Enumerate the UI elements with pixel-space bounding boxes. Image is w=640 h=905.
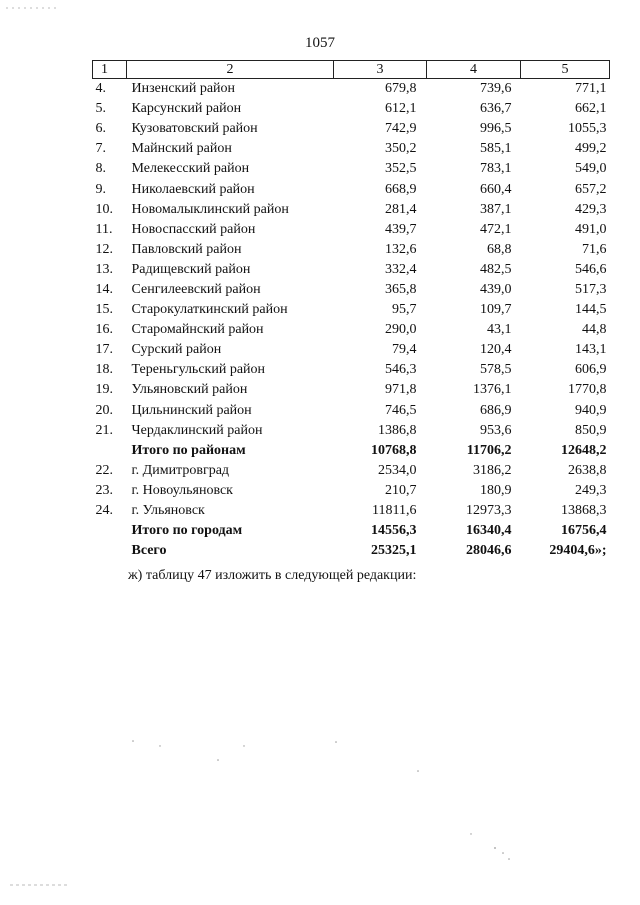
value-col-4: 482,5 xyxy=(480,261,512,277)
row-number: 16. xyxy=(95,322,113,338)
district-name: Ульяновский район xyxy=(131,382,248,398)
district-name: Чердаклинский район xyxy=(131,422,263,438)
value-col-5: 12648,2 xyxy=(561,442,607,458)
district-name: г. Ульяновск xyxy=(131,503,205,519)
value-col-5: 940,9 xyxy=(575,402,607,418)
row-number xyxy=(93,541,127,561)
district-name: г. Димитровград xyxy=(131,462,230,478)
table-row xyxy=(93,360,610,380)
district-name: Павловский район xyxy=(131,241,242,257)
row-number: 19. xyxy=(95,382,113,398)
value-col-3: 668,9 xyxy=(385,181,417,197)
table-row xyxy=(93,220,610,240)
table-row xyxy=(93,79,610,100)
district-name: Радищевский район xyxy=(131,261,251,277)
district-name: Старокулаткинский район xyxy=(131,302,288,318)
row-number: 14. xyxy=(95,281,113,297)
row-number: 4. xyxy=(95,81,106,97)
value-col-5: 44,8 xyxy=(582,322,607,338)
value-col-5: 499,2 xyxy=(575,141,607,157)
table-row xyxy=(93,139,610,159)
district-name: Старомайнский район xyxy=(131,322,264,338)
value-col-3: 365,8 xyxy=(385,281,417,297)
value-col-4: 1376,1 xyxy=(473,382,512,398)
district-name: Всего xyxy=(131,543,167,559)
district-name: Кузоватовский район xyxy=(131,121,258,137)
district-name: Майнский район xyxy=(131,141,232,157)
value-col-5: 429,3 xyxy=(575,201,607,217)
header-col-1: 1 xyxy=(93,61,127,79)
value-col-4: 109,7 xyxy=(480,302,512,318)
district-name: Карсунский район xyxy=(131,101,242,117)
value-col-5: 249,3 xyxy=(575,482,607,498)
header-col-4: 4 xyxy=(427,61,521,79)
row-number: 23. xyxy=(95,482,113,498)
value-col-4: 387,1 xyxy=(480,201,512,217)
table-row xyxy=(93,119,610,139)
district-name: Новоспасский район xyxy=(131,221,256,237)
district-name: Цильнинский район xyxy=(131,402,252,418)
row-number: 12. xyxy=(95,241,113,257)
header-col-3: 3 xyxy=(334,61,427,79)
district-name: г. Новоульяновск xyxy=(131,482,233,498)
table-row xyxy=(93,240,610,260)
value-col-3: 14556,3 xyxy=(371,523,417,539)
value-col-4: 636,7 xyxy=(480,101,512,117)
value-col-5: 491,0 xyxy=(575,221,607,237)
table-row xyxy=(93,521,610,541)
value-col-3: 79,4 xyxy=(392,342,417,358)
value-col-3: 210,7 xyxy=(385,482,417,498)
row-number: 22. xyxy=(95,462,113,478)
table-row xyxy=(93,280,610,300)
table-row xyxy=(93,179,610,199)
table-row xyxy=(93,159,610,179)
district-name: Сурский район xyxy=(131,342,222,358)
row-number: 6. xyxy=(95,121,106,137)
row-number: 11. xyxy=(95,221,113,237)
value-col-4: 11706,2 xyxy=(466,442,512,458)
table-row xyxy=(93,200,610,220)
table-row xyxy=(93,421,610,441)
value-col-3: 25325,1 xyxy=(371,543,417,559)
value-col-3: 290,0 xyxy=(385,322,417,338)
district-name: Новомалыклинский район xyxy=(131,201,289,217)
district-name: Николаевский район xyxy=(131,181,255,197)
value-col-4: 739,6 xyxy=(480,81,512,97)
table-row xyxy=(93,441,610,461)
value-col-4: 180,9 xyxy=(480,482,512,498)
row-number: 5. xyxy=(95,101,106,117)
value-col-4: 578,5 xyxy=(480,362,512,378)
row-number: 18. xyxy=(95,362,113,378)
value-col-4: 686,9 xyxy=(480,402,512,418)
value-col-5: 850,9 xyxy=(575,422,607,438)
row-number: 13. xyxy=(95,261,113,277)
budget-table xyxy=(92,60,610,561)
value-col-3: 679,8 xyxy=(385,81,417,97)
value-col-3: 95,7 xyxy=(392,302,417,318)
instruction-text: ж) таблицу 47 изложить в следующей редакции: xyxy=(128,568,417,583)
value-col-5: 549,0 xyxy=(575,161,607,177)
value-col-4: 12973,3 xyxy=(466,503,512,519)
row-number: 7. xyxy=(95,141,106,157)
row-number: 8. xyxy=(95,161,106,177)
value-col-4: 28046,6 xyxy=(466,543,512,559)
district-name: Итого по городам xyxy=(131,523,243,539)
value-col-4: 783,1 xyxy=(480,161,512,177)
district-name: Итого по районам xyxy=(131,442,246,458)
value-col-3: 612,1 xyxy=(385,101,417,117)
table-row xyxy=(93,481,610,501)
value-col-5: 606,9 xyxy=(575,362,607,378)
value-col-4: 585,1 xyxy=(480,141,512,157)
table-row xyxy=(93,541,610,561)
value-col-5: 657,2 xyxy=(575,181,607,197)
table-body xyxy=(93,79,610,562)
row-number: 17. xyxy=(95,342,113,358)
row-number: 20. xyxy=(95,402,113,418)
district-name: Сенгилеевский район xyxy=(131,281,261,297)
value-col-4: 953,6 xyxy=(480,422,512,438)
value-col-3: 132,6 xyxy=(385,241,417,257)
value-col-3: 2534,0 xyxy=(378,462,417,478)
value-col-4: 68,8 xyxy=(487,241,512,257)
row-number: 24. xyxy=(95,503,113,519)
value-col-4: 472,1 xyxy=(480,221,512,237)
value-col-3: 11811,6 xyxy=(372,503,417,519)
table-row xyxy=(93,260,610,280)
row-number: 9. xyxy=(95,181,106,197)
value-col-5: 662,1 xyxy=(575,101,607,117)
value-col-3: 971,8 xyxy=(385,382,417,398)
table-row xyxy=(93,340,610,360)
district-name: Тереньгульский район xyxy=(131,362,266,378)
table-row xyxy=(93,300,610,320)
row-number xyxy=(93,521,127,541)
district-name: Мелекесский район xyxy=(131,161,250,177)
page-number: 1057 xyxy=(305,35,335,51)
table-row xyxy=(93,380,610,400)
value-col-3: 10768,8 xyxy=(371,442,417,458)
value-col-5: 16756,4 xyxy=(561,523,607,539)
header-col-2: 2 xyxy=(127,61,334,79)
value-col-3: 439,7 xyxy=(385,221,417,237)
table-row xyxy=(93,99,610,119)
value-col-4: 3186,2 xyxy=(473,462,512,478)
value-col-3: 332,4 xyxy=(385,261,417,277)
row-number xyxy=(93,441,127,461)
value-col-3: 746,5 xyxy=(385,402,417,418)
value-col-5: 1055,3 xyxy=(568,121,607,137)
district-name: Инзенский район xyxy=(131,81,236,97)
table-header-row xyxy=(93,61,610,79)
value-col-4: 43,1 xyxy=(487,322,512,338)
table-row xyxy=(93,461,610,481)
value-col-5: 1770,8 xyxy=(568,382,607,398)
value-col-5: 771,1 xyxy=(575,81,607,97)
row-number: 21. xyxy=(95,422,113,438)
value-col-4: 660,4 xyxy=(480,181,512,197)
value-col-4: 120,4 xyxy=(480,342,512,358)
value-col-4: 996,5 xyxy=(480,121,512,137)
value-col-5: 144,5 xyxy=(575,302,607,318)
value-col-3: 352,5 xyxy=(385,161,417,177)
value-col-3: 742,9 xyxy=(385,121,417,137)
value-col-4: 439,0 xyxy=(480,281,512,297)
value-col-3: 1386,8 xyxy=(378,422,417,438)
row-number: 10. xyxy=(95,201,113,217)
value-col-5: 143,1 xyxy=(575,342,607,358)
table-row xyxy=(93,401,610,421)
table-row xyxy=(93,501,610,521)
value-col-5: 71,6 xyxy=(582,241,607,257)
value-col-3: 281,4 xyxy=(385,201,417,217)
value-col-5: 546,6 xyxy=(575,261,607,277)
value-col-5: 2638,8 xyxy=(568,462,607,478)
value-col-5: 13868,3 xyxy=(561,503,607,519)
row-number: 15. xyxy=(95,302,113,318)
value-col-4: 16340,4 xyxy=(466,523,512,539)
value-col-3: 350,2 xyxy=(385,141,417,157)
value-col-5: 29404,6»; xyxy=(549,543,607,559)
value-col-3: 546,3 xyxy=(385,362,417,378)
value-col-5: 517,3 xyxy=(575,281,607,297)
header-col-5: 5 xyxy=(521,61,610,79)
table-row xyxy=(93,320,610,340)
